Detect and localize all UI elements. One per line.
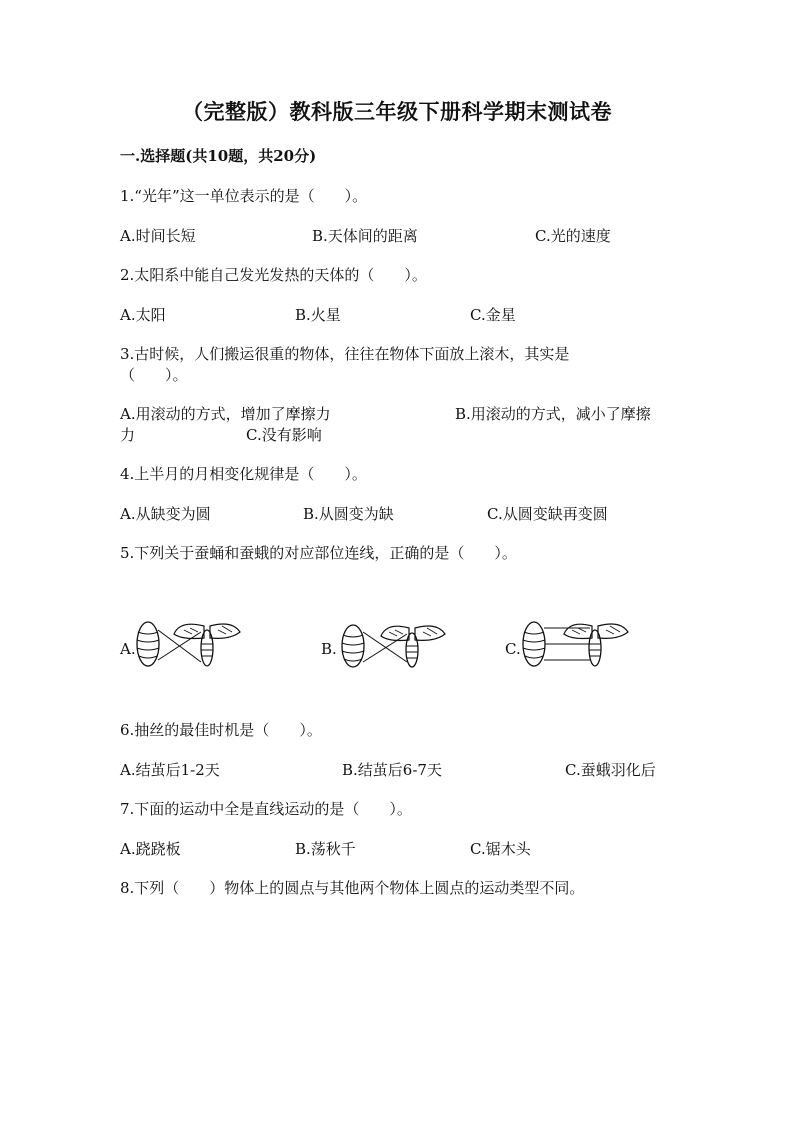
question-7-option-b[interactable]: B.荡秋千 [295, 840, 356, 858]
question-5-option-c-figure[interactable] [520, 618, 632, 670]
question-4-option-a[interactable]: A.从缺变为圆 [120, 505, 211, 523]
question-7-option-c[interactable]: C.锯木头 [470, 840, 531, 858]
question-5-option-b-figure[interactable] [337, 618, 449, 670]
question-5-stem: 5.下列关于蚕蛹和蚕蛾的对应部位连线，正确的是（ ）。 [120, 544, 517, 562]
question-1-option-a[interactable]: A.时间长短 [120, 227, 196, 245]
question-1-option-c[interactable]: C.光的速度 [535, 227, 611, 245]
question-2-option-b[interactable]: B.火星 [295, 306, 341, 324]
question-5-option-c-label[interactable]: C. [505, 640, 521, 658]
question-6-option-c[interactable]: C.蚕蛾羽化后 [565, 761, 656, 779]
question-2-stem: 2.太阳系中能自己发光发热的天体的（ ）。 [120, 266, 427, 284]
question-6-option-a[interactable]: A.结茧后1-2天 [120, 761, 220, 779]
page-title: （完整版）教科版三年级下册科学期末测试卷 [182, 99, 612, 124]
question-4-option-c[interactable]: C.从圆变缺再变圆 [487, 505, 608, 523]
question-2-option-a[interactable]: A.太阳 [120, 306, 166, 324]
question-6-stem: 6.抽丝的最佳时机是（ ）。 [120, 721, 322, 739]
question-3-option-b[interactable]: B.用滚动的方式，减小了摩擦 [455, 405, 651, 423]
question-3-stem-line-2: （ ）。 [120, 366, 188, 384]
question-8-stem: 8.下列（ ）物体上的圆点与其他两个物体上圆点的运动类型不同。 [120, 879, 585, 897]
question-7-option-a[interactable]: A.跷跷板 [120, 840, 181, 858]
question-3-option-b-continued[interactable]: 力 [120, 426, 136, 444]
question-5-option-a-label[interactable]: A. [120, 640, 136, 658]
question-5-option-b-label[interactable]: B. [321, 640, 337, 658]
question-2-option-c[interactable]: C.金星 [470, 306, 516, 324]
question-3-stem-line-1: 3.古时候，人们搬运很重的物体，往往在物体下面放上滚木，其实是 [120, 345, 570, 363]
question-7-stem: 7.下面的运动中全是直线运动的是（ ）。 [120, 800, 412, 818]
question-4-option-b[interactable]: B.从圆变为缺 [303, 505, 394, 523]
question-1-option-b[interactable]: B.天体间的距离 [312, 227, 418, 245]
question-6-option-b[interactable]: B.结茧后6-7天 [342, 761, 442, 779]
question-5-option-a-figure[interactable] [134, 618, 246, 670]
section-heading: 一.选择题(共10题，共20分) [120, 147, 317, 165]
question-3-option-a[interactable]: A.用滚动的方式，增加了摩擦力 [120, 405, 331, 423]
question-4-stem: 4.上半月的月相变化规律是（ ）。 [120, 465, 367, 483]
question-3-option-c[interactable]: C.没有影响 [246, 426, 322, 444]
question-1-stem: 1.“光年”这一单位表示的是（ ）。 [120, 187, 368, 205]
